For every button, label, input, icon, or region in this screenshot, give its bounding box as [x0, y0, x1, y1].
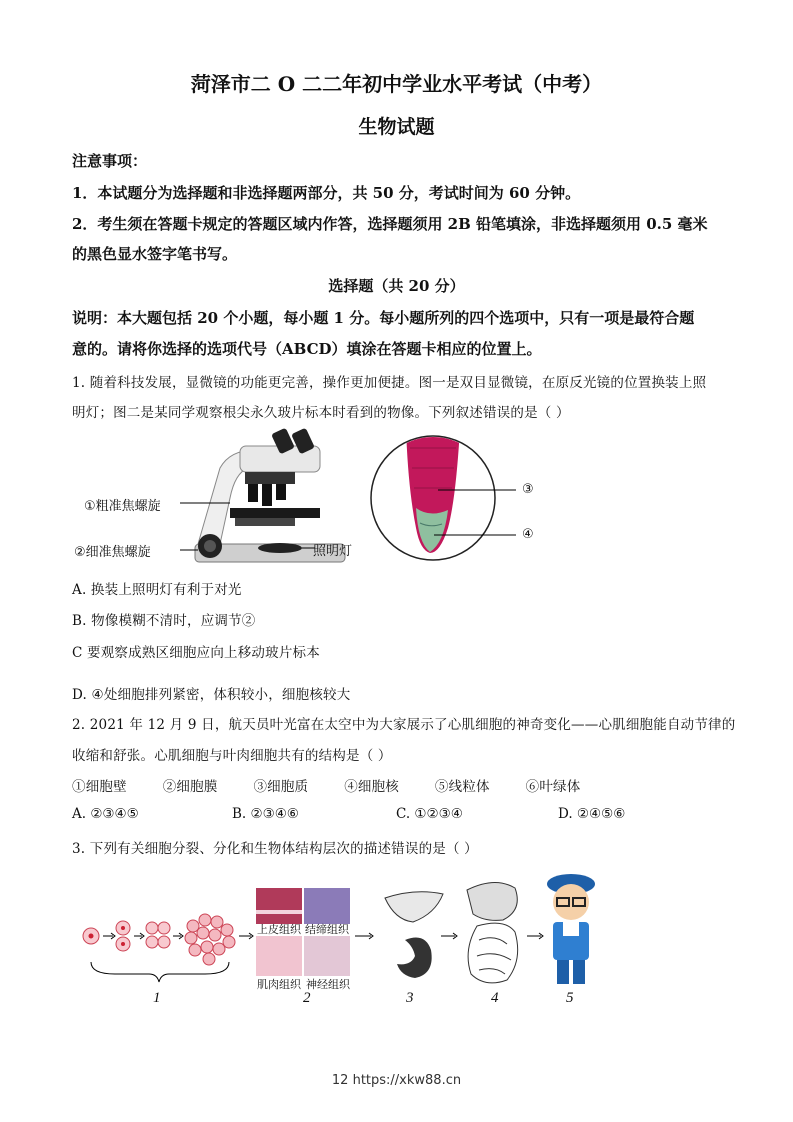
q1-option-a: A. 换装上照明灯有利于对光: [72, 582, 242, 598]
notice-item-2-line2: 的黑色显水签字笔书写。: [72, 245, 238, 263]
q1-option-d: D. ④处细胞排列紧密，体积较小，细胞核较大: [72, 687, 351, 703]
label-zone-4: ④: [522, 527, 534, 542]
exam-title: 菏泽市二 O 二二年初中学业水平考试（中考）: [190, 72, 603, 96]
exam-subtitle: 生物试题: [358, 116, 435, 138]
stage-number-5: 5: [566, 990, 574, 1006]
notice-item-2-line1: 2．考生须在答题卡规定的答题区域内作答，选择题须用 2B 铅笔填涂，非选择题须用 0.5 毫米: [72, 215, 708, 233]
section-desc-line2: 意的。请将你选择的选项代号（ABCD）填涂在答题卡相应的位置上。: [72, 340, 542, 358]
label-connective-tissue: 结缔组织: [305, 923, 349, 936]
label-nerve-tissue: 神经组织: [306, 978, 350, 991]
label-coarse-focus: ①粗准焦螺旋: [84, 499, 161, 514]
q2-option-d: D. ②④⑤⑥: [558, 806, 626, 822]
label-epithelial-tissue: 上皮组织: [257, 923, 301, 936]
q1-option-b: B. 物像模糊不清时，应调节②: [72, 613, 256, 629]
q2-option-b: B. ②③④⑥: [232, 806, 299, 822]
q2-option-a: A. ②③④⑤: [72, 806, 139, 822]
q1-option-c: C 要观察成熟区细胞应向上移动玻片标本: [72, 645, 320, 661]
notice-heading: 注意事项：: [72, 152, 148, 170]
stage-number-3: 3: [406, 990, 414, 1006]
section-desc-line1: 说明：本大题包括 20 个小题，每小题 1 分。每小题所列的四个选项中，只有一项是最符合题: [72, 309, 695, 327]
q2-option-c: C. ①②③④: [396, 806, 463, 822]
q1-stem-line1: 1. 随着科技发展，显微镜的功能更完善，操作更加便捷。图一是双目显微镜，在原反光镜的位置换装上照: [72, 375, 707, 391]
stage-number-2: 2: [303, 990, 311, 1006]
root-tip-figure: [368, 428, 548, 568]
stage-number-1: 1: [153, 990, 161, 1006]
label-muscle-tissue: 肌肉组织: [257, 978, 301, 991]
q1-stem-line2: 明灯；图二是某同学观察根尖永久玻片标本时看到的物像。下列叙述错误的是（ ）: [72, 405, 570, 421]
label-fine-focus: ②细准焦螺旋: [74, 545, 151, 560]
q3-stem: 3. 下列有关细胞分裂、分化和生物体结构层次的描述错误的是（ ）: [72, 841, 478, 857]
label-zone-3: ③: [522, 482, 534, 497]
stage-number-4: 4: [491, 990, 499, 1006]
section-title: 选择题（共 20 分）: [328, 277, 465, 295]
q2-structure-list: ①细胞壁 ②细胞膜 ③细胞质 ④细胞核 ⑤线粒体 ⑥叶绿体: [72, 779, 581, 795]
label-lamp: 照明灯: [313, 544, 353, 559]
q2-stem-line1: 2. 2021 年 12 月 9 日，航天员叶光富在太空中为大家展示了心肌细胞的神奇变化——心肌细胞能自动节律的: [72, 717, 736, 733]
page-footer: 12 https://xkw88.cn: [331, 1073, 462, 1088]
notice-item-1: 1．本试题分为选择题和非选择题两部分，共 50 分，考试时间为 60 分钟。: [72, 184, 581, 202]
q2-stem-line2: 收缩和舒张。心肌细胞与叶肉细胞共有的结构是（ ）: [72, 748, 392, 764]
